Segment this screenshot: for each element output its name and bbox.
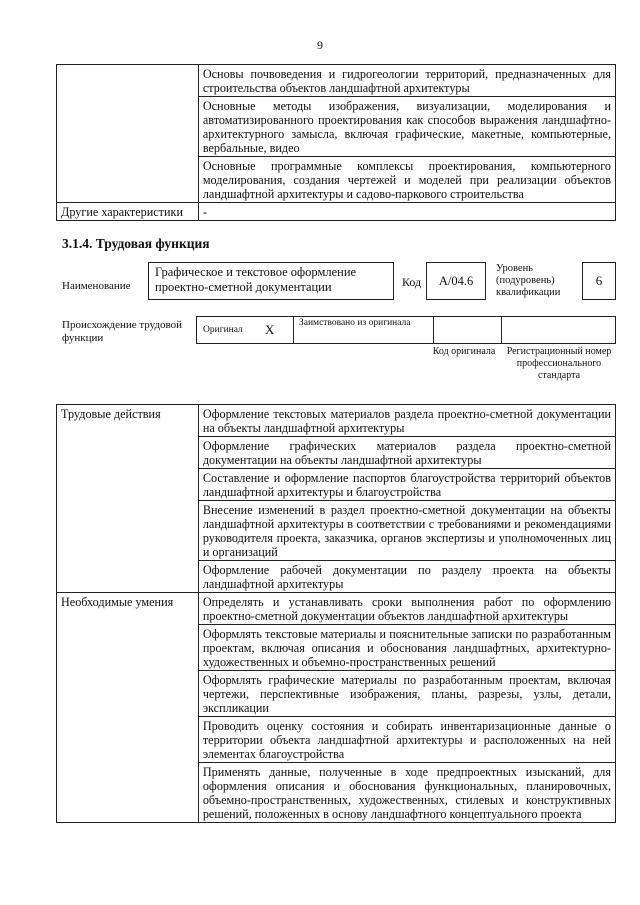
section-title: 3.1.4. Трудовая функция xyxy=(62,236,210,251)
skill-item: Оформлять текстовые материалы и пояснительные записки по разработанным проектам, включая описания и обоснования ландшафтных, архитектурно-художественных и объемно-пространственных решений xyxy=(198,625,615,671)
page-number: 9 xyxy=(317,38,323,52)
labor-action-item: Оформление графических материалов раздела проектно-сметной документации на объекты ландшафтной архитектуры xyxy=(198,437,615,469)
skills-label: Необходимые умения xyxy=(57,593,199,823)
labor-actions-label: Трудовые действия xyxy=(57,405,199,593)
origin-divider xyxy=(501,317,502,343)
origin-label: Происхождение трудовой функции xyxy=(62,319,183,344)
labor-action-item: Составление и оформление паспортов благоустройства территорий объектов ландшафтной архитектуры и благоустройства xyxy=(198,469,615,501)
labor-action-item: Оформление текстовых материалов раздела проектно-сметной документации на объекты ландшафтной архитектуры xyxy=(198,405,615,437)
level-value: 6 xyxy=(595,273,603,288)
registration-caption: Регистрационный номер профессионального стандарта xyxy=(506,346,612,381)
borrowed-label: Заимствовано из оригинала xyxy=(299,318,411,328)
name-label: Наименование xyxy=(62,280,131,292)
original-mark: X xyxy=(265,322,275,337)
origin-row xyxy=(196,316,616,344)
labor-function-table xyxy=(56,404,616,823)
level-label: Уровень (подуровень) квалификации xyxy=(496,263,561,298)
knowledge-label-cell xyxy=(57,65,199,203)
labor-action-item: Оформление рабочей документации по разделу проекта на объекты ландшафтной архитектуры xyxy=(198,561,615,593)
knowledge-item: Основные методы изображения, визуализации, моделирования и автоматизированного проектирования как способов выражения ландшафтно-архитектурного замысла, включая графические, макетные, компьютерные, вербальные, видео xyxy=(198,97,615,157)
code-original-caption: Код оригинала xyxy=(432,346,496,357)
code-value-box xyxy=(426,262,486,300)
skill-item: Оформлять графические материалы по разработанным проектам, включая чертежи, перспективные изображения, планы, разрезы, узлы, детали, экспликации xyxy=(198,671,615,717)
name-value-box xyxy=(148,262,394,300)
knowledge-item: Основные программные комплексы проектирования, компьютерного моделирования, создания чертежей и моделей при реализации объектов ландшафтной архитектуры и садово-паркового строительства xyxy=(198,157,615,203)
skill-item: Применять данные, полученные в ходе предпроектных изысканий, для оформления описания и обоснования функциональных, планировочных, объемно-пространственных, художественных, стилевых и конструктивных решений, положенных в основу ландшафтного концептуального проекта xyxy=(198,763,615,823)
code-value: A/04.6 xyxy=(438,274,474,288)
knowledge-item: Основы почвоведения и гидрогеологии территорий, предназначенных для строительства объектов ландшафтной архитектуры xyxy=(198,65,615,97)
origin-divider xyxy=(433,317,434,343)
level-value-box xyxy=(582,262,616,300)
origin-divider xyxy=(293,317,294,343)
knowledge-table xyxy=(56,64,616,221)
other-characteristics-label: Другие характеристики xyxy=(57,203,199,221)
name-value: Графическое и текстовое оформление проектно-сметной документации xyxy=(155,265,357,294)
code-label: Код xyxy=(402,275,422,289)
other-characteristics-value: - xyxy=(198,203,615,221)
skill-item: Проводить оценку состояния и собирать инвентаризационные данные о территории объекта ландшафтной архитектуры и расположенных на ней элементах благоустройства xyxy=(198,717,615,763)
labor-action-item: Внесение изменений в раздел проектно-сметной документации на объекты ландшафтной архитектуры в соответствии с требованиями и рекомендациями руководителя проекта, заказчика, органов экспертизы и уполномоченных лиц и организаций xyxy=(198,501,615,561)
original-label: Оригинал xyxy=(203,325,243,335)
skill-item: Определять и устанавливать сроки выполнения работ по оформлению проектно-сметной документации объектов ландшафтной архитектуры xyxy=(198,593,615,625)
